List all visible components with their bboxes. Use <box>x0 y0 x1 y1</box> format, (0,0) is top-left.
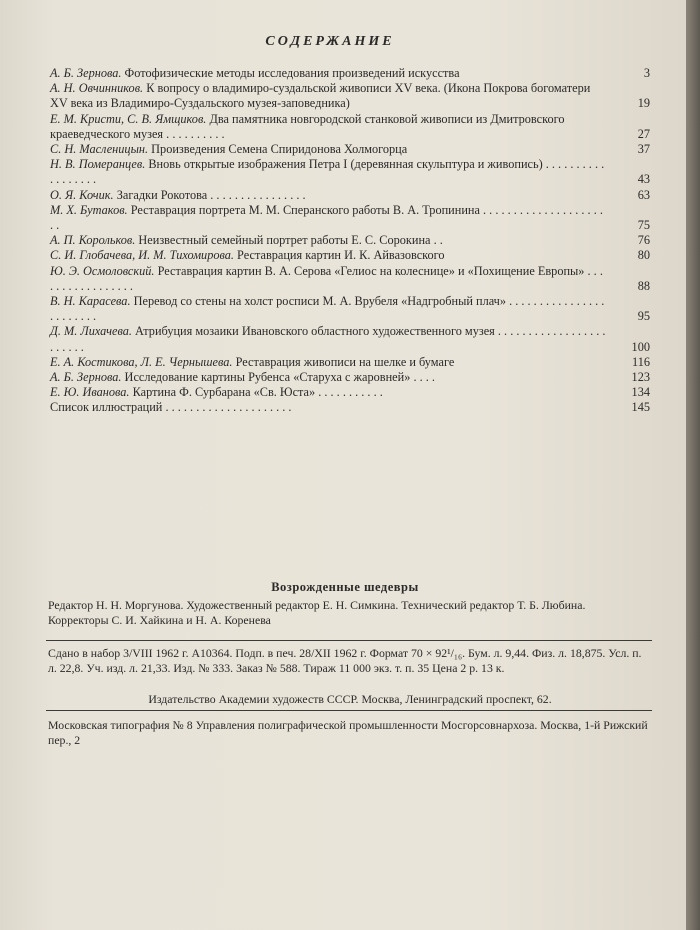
toc-entry <box>50 370 650 385</box>
toc-article-title: Перевод со стены на холст росписи М. А. Врубеля «Надгробный плач» . . . . . . . . . . . . . . . . . . . . . . . . <box>50 294 605 324</box>
toc-author: М. Х. Бутаков. <box>50 202 128 217</box>
toc-entry <box>50 294 650 324</box>
toc-author: С. И. Глобачева, И. М. Тихомирова. <box>50 248 234 263</box>
toc-page-number: 80 <box>637 248 650 263</box>
printer-line: Московская типография № 8 Управления полиграфической промышленности Мосгорсовнархоза. Москва, 1-й Рижский пер., 2 <box>48 718 648 747</box>
table-of-contents <box>50 66 650 416</box>
editors-credits: Редактор Н. Н. Моргунова. Художественный редактор Е. Н. Симкина. Технический редактор Т. Б. Любина. Корректоры С. И. Хайкина и Н. А. Коренева <box>48 598 586 627</box>
toc-author: Е. А. Костикова, Л. Е. Чернышева. <box>50 354 233 369</box>
toc-author: Е. М. Кристи, С. В. Ямщиков. <box>50 111 207 126</box>
toc-entry <box>50 264 650 294</box>
toc-page-number: 27 <box>637 126 650 141</box>
toc-article-title: Произведения Семена Спиридонова Холмогорца <box>148 142 408 157</box>
toc-entry-text <box>50 142 650 157</box>
divider <box>46 710 652 711</box>
toc-entry-text <box>50 264 650 294</box>
toc-page-number: 76 <box>637 233 650 248</box>
toc-entry-text <box>50 188 650 203</box>
toc-article-title: Атрибуция мозаики Ивановского областного художественного музея . . . . . . . . . . . . . . . . . . . . . . . . <box>50 324 606 354</box>
toc-page-number: 123 <box>631 370 650 385</box>
toc-article-title: Исследование картины Рубенса «Старуха с жаровней» . . . . <box>121 370 435 385</box>
toc-page-number: 37 <box>637 142 650 157</box>
toc-article-title: Реставрация живописи на шелке и бумаге <box>232 354 455 369</box>
toc-entry <box>50 355 650 370</box>
toc-article-title: К вопросу о владимиро-суздальской живописи XV века. (Икона Покрова богоматери XV века из Владимиро-Суздальского музея-заповедника) <box>50 81 591 111</box>
toc-page-number: 95 <box>637 309 650 324</box>
toc-author: Ю. Э. Осмоловский. <box>50 263 155 278</box>
toc-article-title: Загадки Рокотова . . . . . . . . . . . . . . . . <box>113 187 306 202</box>
toc-author: А. П. Корольков. <box>50 233 136 248</box>
toc-author: Д. М. Лихачева. <box>50 324 132 339</box>
toc-article-title: Неизвестный семейный портрет работы Е. С. Сорокина . . <box>135 233 443 248</box>
toc-article-title: Фотофизические методы исследования произведений искусства <box>121 66 460 80</box>
toc-entry <box>50 112 650 142</box>
divider <box>46 640 652 641</box>
toc-author: В. Н. Карасева. <box>50 294 131 309</box>
toc-entry-text <box>50 233 650 248</box>
book-title: Возрожденные шедевры <box>271 580 419 594</box>
toc-author: А. Б. Зернова. <box>50 370 122 385</box>
toc-entry <box>50 142 650 157</box>
toc-entry <box>50 157 650 187</box>
toc-entry <box>50 233 650 248</box>
toc-entry-text <box>50 66 650 81</box>
toc-entry-text <box>50 203 650 233</box>
toc-article-title: Реставрация картин В. А. Серова «Гелиос на колеснице» и «Похищение Европы» . . . . . . . . . . . . . . . . . <box>50 263 603 293</box>
toc-page-number: 145 <box>631 400 650 415</box>
toc-entry-text <box>50 81 650 111</box>
toc-entry-text <box>50 385 650 400</box>
toc-entry-text <box>50 157 650 187</box>
print-details: Сдано в набор 3/VIII 1962 г. А10364. Подп. в печ. 28/XII 1962 г. Формат 70 × 92¹/₁₆. Бум. л. 9,44. Физ. л. 18,875. Усл. п. л. 22,8. Уч. изд. л. 21,33. Изд. № 333. Заказ № 588. Тираж 11 000 экз. т. п. 35 Цена 2 р. 13 к. <box>48 646 642 675</box>
toc-entry <box>50 66 650 81</box>
toc-article-title: Реставрация портрета М. М. Сперанского работы В. А. Тропинина . . . . . . . . . . . . . . . . . . . . . . <box>50 202 603 233</box>
toc-article-title: Реставрация картин И. К. Айвазовского <box>233 248 445 263</box>
toc-page-number: 63 <box>637 187 650 202</box>
toc-entry-text <box>50 400 650 415</box>
toc-page-number: 75 <box>637 218 650 233</box>
toc-entry-text <box>50 370 650 385</box>
toc-author: А. Н. Овчинников. <box>50 81 144 96</box>
toc-entry-text <box>50 248 650 263</box>
toc-page-number: 3 <box>643 66 650 80</box>
toc-article-title: Список иллюстраций . . . . . . . . . . . . . . . . . . . . . <box>50 400 292 415</box>
toc-author: С. Н. Масленицын. <box>50 142 149 157</box>
toc-page-number: 100 <box>631 339 650 354</box>
toc-article-title: Вновь открытые изображения Петра I (деревянная скульптура и живопись) . . . . . . . . . . . . . . . . . . <box>50 157 605 187</box>
toc-article-title: Картина Ф. Сурбарана «Св. Юста» . . . . . . . . . . . <box>129 385 383 400</box>
toc-entry-text <box>50 112 650 142</box>
toc-page-number: 116 <box>632 354 650 369</box>
publisher-line: Издательство Академии художеств СССР. Москва, Ленинградский проспект, 62. <box>148 692 552 706</box>
toc-entry <box>50 188 650 203</box>
page-title: СОДЕРЖАНИЕ <box>265 34 395 49</box>
toc-entry-text <box>50 294 650 324</box>
toc-entry <box>50 203 650 233</box>
toc-page-number: 134 <box>631 385 650 400</box>
toc-entry <box>50 385 650 400</box>
toc-page-number: 19 <box>637 96 650 111</box>
toc-page-number: 43 <box>637 172 650 187</box>
toc-entry-text <box>50 324 650 354</box>
toc-article-title: Два памятника новгородской станковой живописи из Дмитровского краеведческого музея . . . . . . . . . . <box>50 111 565 141</box>
toc-author: Н. В. Померанцев. <box>50 157 146 172</box>
toc-entry <box>50 324 650 354</box>
toc-entry <box>50 400 650 415</box>
toc-entry-text <box>50 355 650 370</box>
book-edge <box>686 0 700 930</box>
toc-author: О. Я. Кочик. <box>50 187 114 202</box>
toc-entry <box>50 81 650 111</box>
toc-author: А. Б. Зернова. <box>50 66 122 80</box>
toc-entry <box>50 248 650 263</box>
toc-author: Е. Ю. Иванова. <box>50 385 130 400</box>
toc-page-number: 88 <box>637 278 650 293</box>
